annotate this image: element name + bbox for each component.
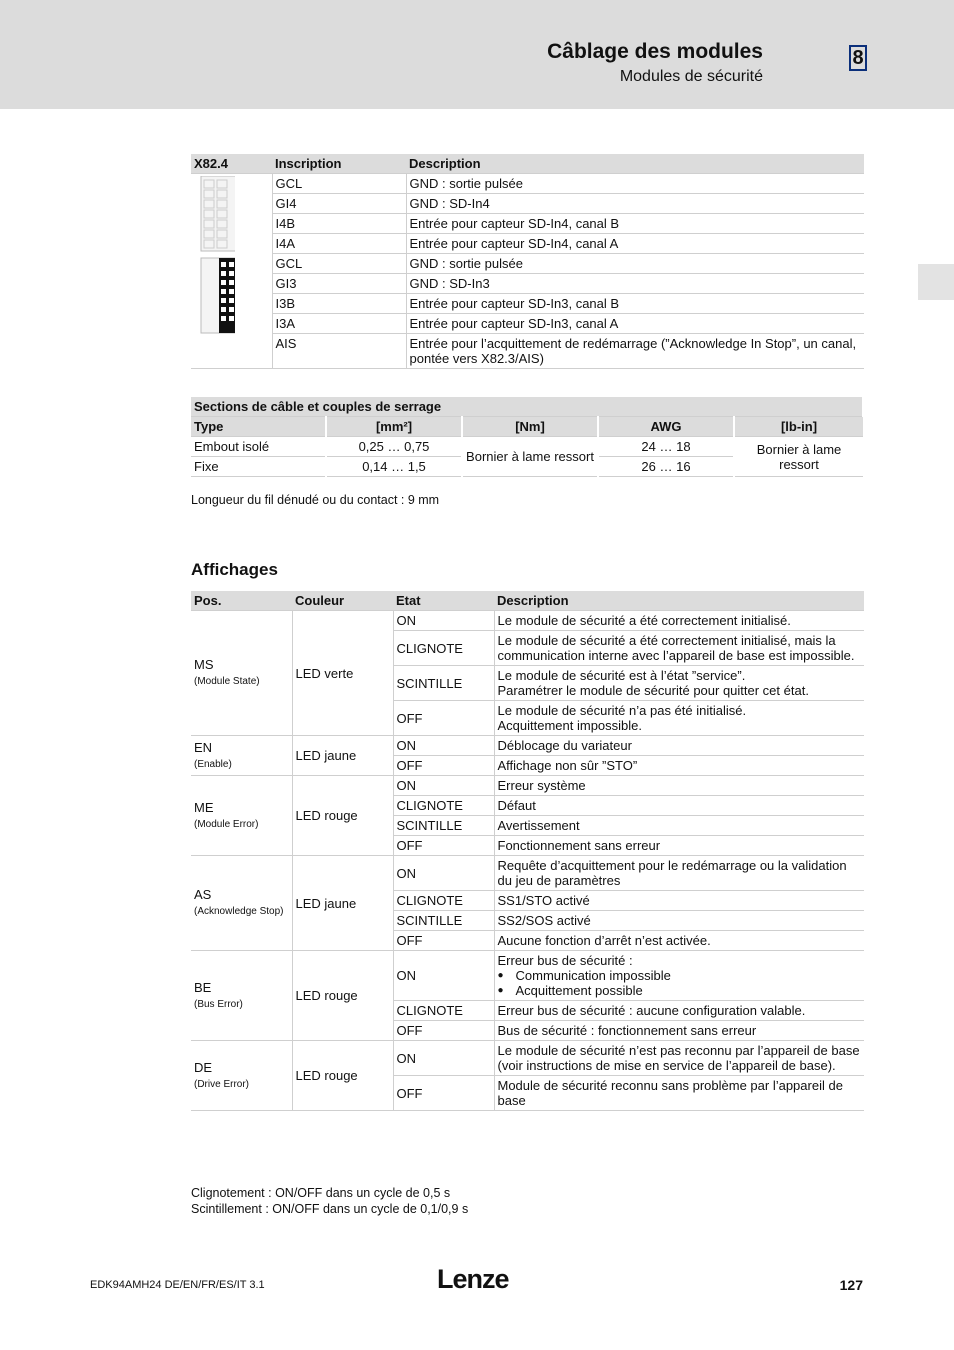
terminal-desc: GND : SD-In3: [406, 274, 864, 294]
chapter-number: 8: [849, 45, 867, 71]
page-header: [0, 0, 954, 109]
cable-table-title: Sections de câble et couples de serrage: [191, 397, 863, 417]
strip-length-note: Longueur du fil dénudé ou du contact : 9 mm: [191, 493, 440, 507]
led-header-desc: Description: [494, 591, 864, 611]
led-pos: AS (Acknowledge Stop): [191, 856, 292, 951]
lenze-logo: Lenze: [437, 1264, 509, 1294]
cable-lbin: Bornier à lame ressort: [734, 437, 863, 477]
led-state: OFF: [393, 701, 494, 736]
terminal-label: GI4: [272, 194, 406, 214]
cable-table: [191, 397, 864, 477]
led-desc: Bus de sécurité : fonctionnement sans erreur: [494, 1021, 864, 1041]
led-desc: Le module de sécurité est à l’état ”service”. Paramétrer le module de sécurité pour quitter cet état.: [494, 666, 864, 701]
led-desc: Déblocage du variateur: [494, 736, 864, 756]
led-desc: SS2/SOS activé: [494, 911, 864, 931]
led-color: LED rouge: [292, 951, 393, 1041]
led-state: ON: [393, 611, 494, 631]
led-desc: Affichage non sûr ”STO”: [494, 756, 864, 776]
terminal-desc: Entrée pour capteur SD-In3, canal A: [406, 314, 864, 334]
cable-header-nm: [Nm]: [462, 417, 598, 437]
terminal-label: GCL: [272, 174, 406, 194]
led-pos: DE (Drive Error): [191, 1041, 292, 1111]
led-state: ON: [393, 951, 494, 1001]
led-state: CLIGNOTE: [393, 1001, 494, 1021]
led-state: SCINTILLE: [393, 911, 494, 931]
terminal-desc: GND : sortie pulsée: [406, 254, 864, 274]
terminal-label: I3A: [272, 314, 406, 334]
terminal-block-icon: [195, 176, 235, 336]
bullet-item: ● Communication impossible: [516, 968, 862, 983]
terminal-diagram: [191, 174, 272, 369]
led-color: LED rouge: [292, 1041, 393, 1111]
terminal-desc: GND : sortie pulsée: [406, 174, 864, 194]
header-inscription: Inscription: [272, 154, 406, 174]
led-pos: EN (Enable): [191, 736, 292, 776]
led-desc: Erreur système: [494, 776, 864, 796]
led-state: OFF: [393, 1021, 494, 1041]
led-table: [191, 591, 864, 1111]
led-state: OFF: [393, 1076, 494, 1111]
cable-type: Fixe: [191, 457, 326, 477]
side-tab-marker: [918, 264, 954, 300]
led-color: LED verte: [292, 611, 393, 736]
led-desc: SS1/STO activé: [494, 891, 864, 911]
cable-header-mm2: [mm²]: [326, 417, 462, 437]
cable-mm2: 0,14 … 1,5: [326, 457, 462, 477]
cable-nm: Bornier à lame ressort: [462, 437, 598, 477]
terminal-label: GCL: [272, 254, 406, 274]
led-state: CLIGNOTE: [393, 891, 494, 911]
led-state: ON: [393, 856, 494, 891]
led-desc: Le module de sécurité n’a pas été initialisé. Acquittement impossible.: [494, 701, 864, 736]
led-state: OFF: [393, 756, 494, 776]
bullet-item: ● Acquittement possible: [516, 983, 862, 998]
led-desc: Défaut: [494, 796, 864, 816]
led-header-color: Couleur: [292, 591, 393, 611]
cable-header-awg: AWG: [598, 417, 734, 437]
led-state: OFF: [393, 836, 494, 856]
led-header-state: Etat: [393, 591, 494, 611]
terminal-desc: Entrée pour l’acquittement de redémarrage (”Acknowledge In Stop”, un canal, pontée vers X82.3/AIS): [406, 334, 864, 369]
terminal-label: AIS: [272, 334, 406, 369]
led-state: CLIGNOTE: [393, 796, 494, 816]
terminal-label: GI3: [272, 274, 406, 294]
bullet-list: [498, 968, 862, 998]
header-description: Description: [406, 154, 864, 174]
led-desc: Aucune fonction d’arrêt n’est activée.: [494, 931, 864, 951]
document-code: EDK94AMH24 DE/EN/FR/ES/IT 3.1: [90, 1279, 265, 1291]
led-desc: Module de sécurité reconnu sans problème par l’appareil de base: [494, 1076, 864, 1111]
led-state: SCINTILLE: [393, 816, 494, 836]
terminal-label: I4B: [272, 214, 406, 234]
led-header-pos: Pos.: [191, 591, 292, 611]
led-pos: BE (Bus Error): [191, 951, 292, 1041]
terminal-desc: Entrée pour capteur SD-In3, canal B: [406, 294, 864, 314]
led-pos: MS (Module State): [191, 611, 292, 736]
cable-awg: 26 … 16: [598, 457, 734, 477]
led-desc: Erreur bus de sécurité : ● Communication impossible ● Acquittement possible: [494, 951, 864, 1001]
led-desc: Le module de sécurité a été correctement initialisé, mais la communication interne avec l’appareil de base est impossible.: [494, 631, 864, 666]
blink-note: Clignotement : ON/OFF dans un cycle de 0,5 s: [191, 1186, 451, 1200]
terminal-desc: Entrée pour capteur SD-In4, canal A: [406, 234, 864, 254]
terminal-label: I3B: [272, 294, 406, 314]
terminal-desc: GND : SD-In4: [406, 194, 864, 214]
led-color: LED jaune: [292, 736, 393, 776]
led-color: LED rouge: [292, 776, 393, 856]
led-desc: Requête d’acquittement pour le redémarrage ou la validation du jeu de paramètres: [494, 856, 864, 891]
cable-header-lbin: [lb-in]: [734, 417, 863, 437]
page-title: Câblage des modules: [547, 40, 763, 63]
led-desc: Le module de sécurité a été correctement initialisé.: [494, 611, 864, 631]
cable-mm2: 0,25 … 0,75: [326, 437, 462, 457]
led-state: SCINTILLE: [393, 666, 494, 701]
header-x82: X82.4: [191, 154, 272, 174]
led-desc: Fonctionnement sans erreur: [494, 836, 864, 856]
led-desc: Erreur bus de sécurité : aucune configuration valable.: [494, 1001, 864, 1021]
cable-type: Embout isolé: [191, 437, 326, 457]
led-state: CLIGNOTE: [393, 631, 494, 666]
page-number: 127: [839, 1277, 863, 1293]
led-state: ON: [393, 1041, 494, 1076]
led-state: OFF: [393, 931, 494, 951]
terminal-table: [191, 154, 864, 369]
cable-header-type: Type: [191, 417, 326, 437]
section-heading: Affichages: [191, 560, 278, 579]
led-state: ON: [393, 736, 494, 756]
flicker-note: Scintillement : ON/OFF dans un cycle de 0,1/0,9 s: [191, 1202, 469, 1216]
led-desc: Avertissement: [494, 816, 864, 836]
terminal-desc: Entrée pour capteur SD-In4, canal B: [406, 214, 864, 234]
led-pos: ME (Module Error): [191, 776, 292, 856]
led-state: ON: [393, 776, 494, 796]
cable-awg: 24 … 18: [598, 437, 734, 457]
terminal-label: I4A: [272, 234, 406, 254]
led-desc: Le module de sécurité n’est pas reconnu par l’appareil de base (voir instructions de mise en service de l’appareil de base).: [494, 1041, 864, 1076]
led-color: LED jaune: [292, 856, 393, 951]
page-subtitle: Modules de sécurité: [619, 68, 763, 85]
